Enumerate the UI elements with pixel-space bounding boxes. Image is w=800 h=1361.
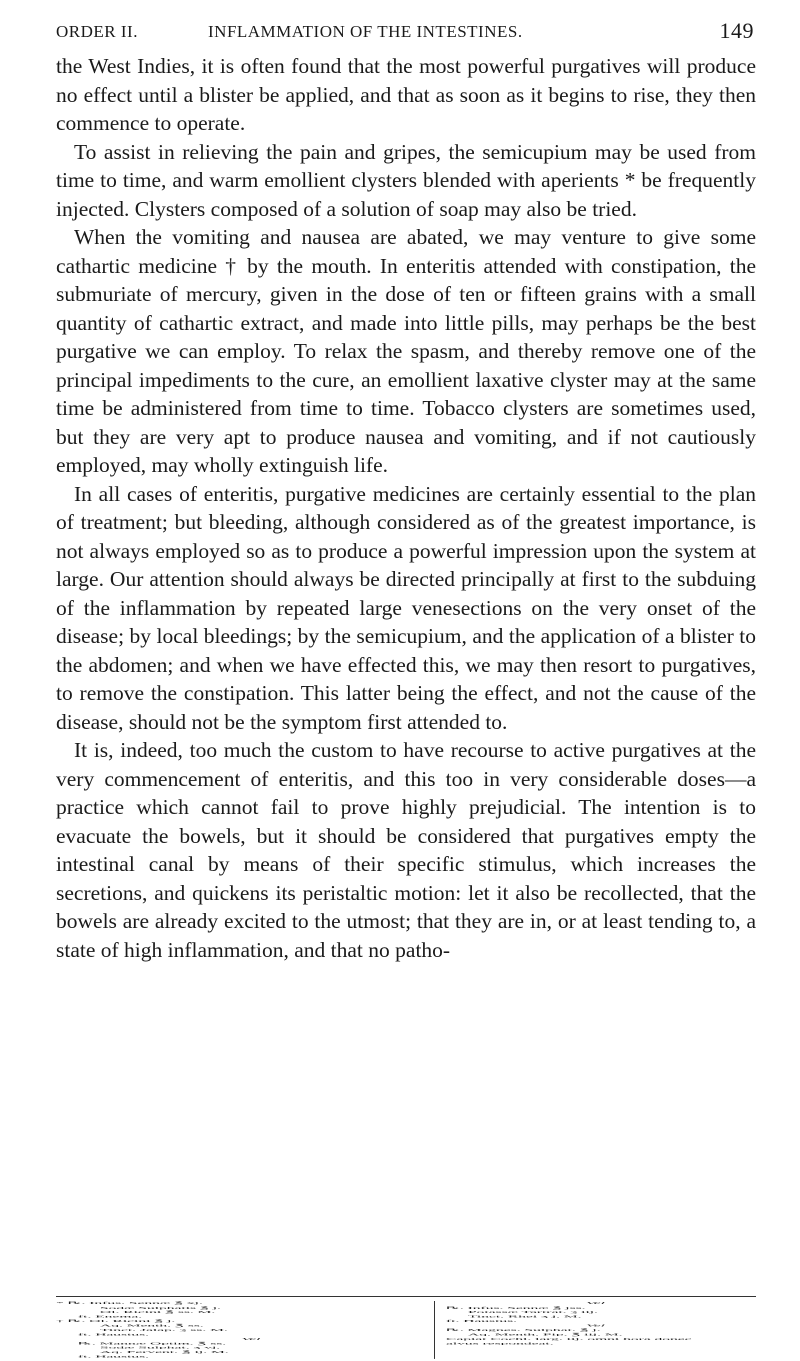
footnote-line: alvus respondeat. <box>446 1341 554 1346</box>
footnote-line: ft. Haustus. <box>446 1319 518 1323</box>
footnote-line: ℞. Infus. Sennæ ℥ jss. <box>446 1305 586 1310</box>
footnote-line: † ℞. Ol. Ricini ℥ j. <box>56 1319 176 1323</box>
footnote-line: Aq. Menth. ℥ ss. <box>100 1323 204 1328</box>
footnote-rule <box>56 1296 756 1297</box>
footnote-line: ft. Haustus. <box>78 1354 150 1359</box>
footnote-line: Capiat Cochl. larg. iij. omni hora donec <box>446 1336 692 1341</box>
footnote-line: Vel <box>241 1336 261 1341</box>
footnote-line: ft. Enema. <box>78 1314 143 1319</box>
footnote-line: Sodæ Sulphatis ℥ j. <box>100 1305 221 1310</box>
footnote-line: * ℞. Infus. Sennæ ℥ xj. <box>56 1301 203 1306</box>
footnote-line: Tinct. Rhei ʒ j. M. <box>468 1314 582 1319</box>
running-header <box>56 14 754 43</box>
paragraph: To assist in relieving the pain and gripes, the semicupium may be used from time to time, and warm emollient clysters blended with aperients * be frequently injected. Clysters composed of a solution of soap may also be tried. <box>56 139 756 221</box>
header-title: INFLAMMATION OF THE INTESTINES. <box>208 22 523 41</box>
paragraph: It is, indeed, too much the custom to have recourse to active purgatives at the very commencement of enteritis, and this too in very considerable doses—a practice which cannot fail to prove highly prejudicial. The intention is to evacuate the bowels, but it should be considered that purgatives empty the intestinal canal by means of their specific stimulus, which increases the secretions, and quickens its peristaltic motion: let it also be recollected, that the bowels are already excited to the utmost; that they are in, or at least tending to, a state of high inflammation, and that no patho- <box>56 738 756 962</box>
footnote-line: Vel <box>586 1301 605 1306</box>
footnote-line: Vel <box>586 1323 605 1328</box>
footnote-line: Ol. Ricini ℥ ss. M. <box>100 1310 216 1314</box>
paragraph: When the vomiting and nausea are abated, we may venture to give some cathartic medicine † by the mouth. In enteritis attended with constipation, the submuriate of mercury, given in the dose of ten or fifteen grains with a small quantity of cathartic extract, and made into little pills, may perhaps be the best purgative we can employ. To relax the spasm, and thereby remove one of the principal impediments to the cure, an emollient laxative clyster may at the same time be administered from time to time. Tobacco clysters are sometimes used, but they are very apt to produce nausea and vomiting, and if not cautiously employed, may wholly extinguish life. <box>56 225 756 477</box>
footnote-line: ft. Haustus. <box>78 1332 150 1337</box>
header-order: ORDER II. <box>56 22 138 41</box>
footnotes-right-column <box>446 1301 766 1345</box>
footnote-line: Potassæ Tartrat. ʒ iij. <box>468 1310 598 1314</box>
footnotes-left-column <box>56 1301 386 1359</box>
footnote-line: Tinct. Jalap. ʒ ss. M. <box>100 1327 228 1332</box>
footnote-line: Aq. Fervent. ℥ ij. M. <box>100 1350 229 1355</box>
paragraph: the West Indies, it is often found that the most powerful purgatives will produce no effect until a blister be applied, and that as soon as it begins to rise, they then commence to operate. <box>56 54 756 135</box>
footnote-line: ℞. Magnes. Sulphat. ℥ j. <box>446 1327 601 1332</box>
paragraph: In all cases of enteritis, purgative medicines are certainly essential to the plan of treatment; but bleeding, although considered as of the greatest importance, is not always employed so as to produce a powerful impression upon the system at large. Our attention should always be directed principally at first to the subduing of the inflammation by repeated large venesections on the very onset of the disease; by local bleedings; by the semicupium, and the application of a blister to the abdomen; and when we have effected this, we may then resort to purgatives, to remove the constipation. This latter being the effect, and not the cause of the disease, should not be the symptom first attended to. <box>56 481 756 734</box>
body-text <box>56 52 756 964</box>
footnote-line: ℞. Mannæ Optim. ℥ ss. <box>78 1341 227 1346</box>
column-divider <box>434 1301 435 1359</box>
footnote-line: Aq. Menth. Pip. ℥ iij. M. <box>468 1332 623 1337</box>
footnote-line: Sodæ Sulphat. ʒ vj. <box>100 1345 221 1350</box>
page-number: 149 <box>719 18 754 43</box>
